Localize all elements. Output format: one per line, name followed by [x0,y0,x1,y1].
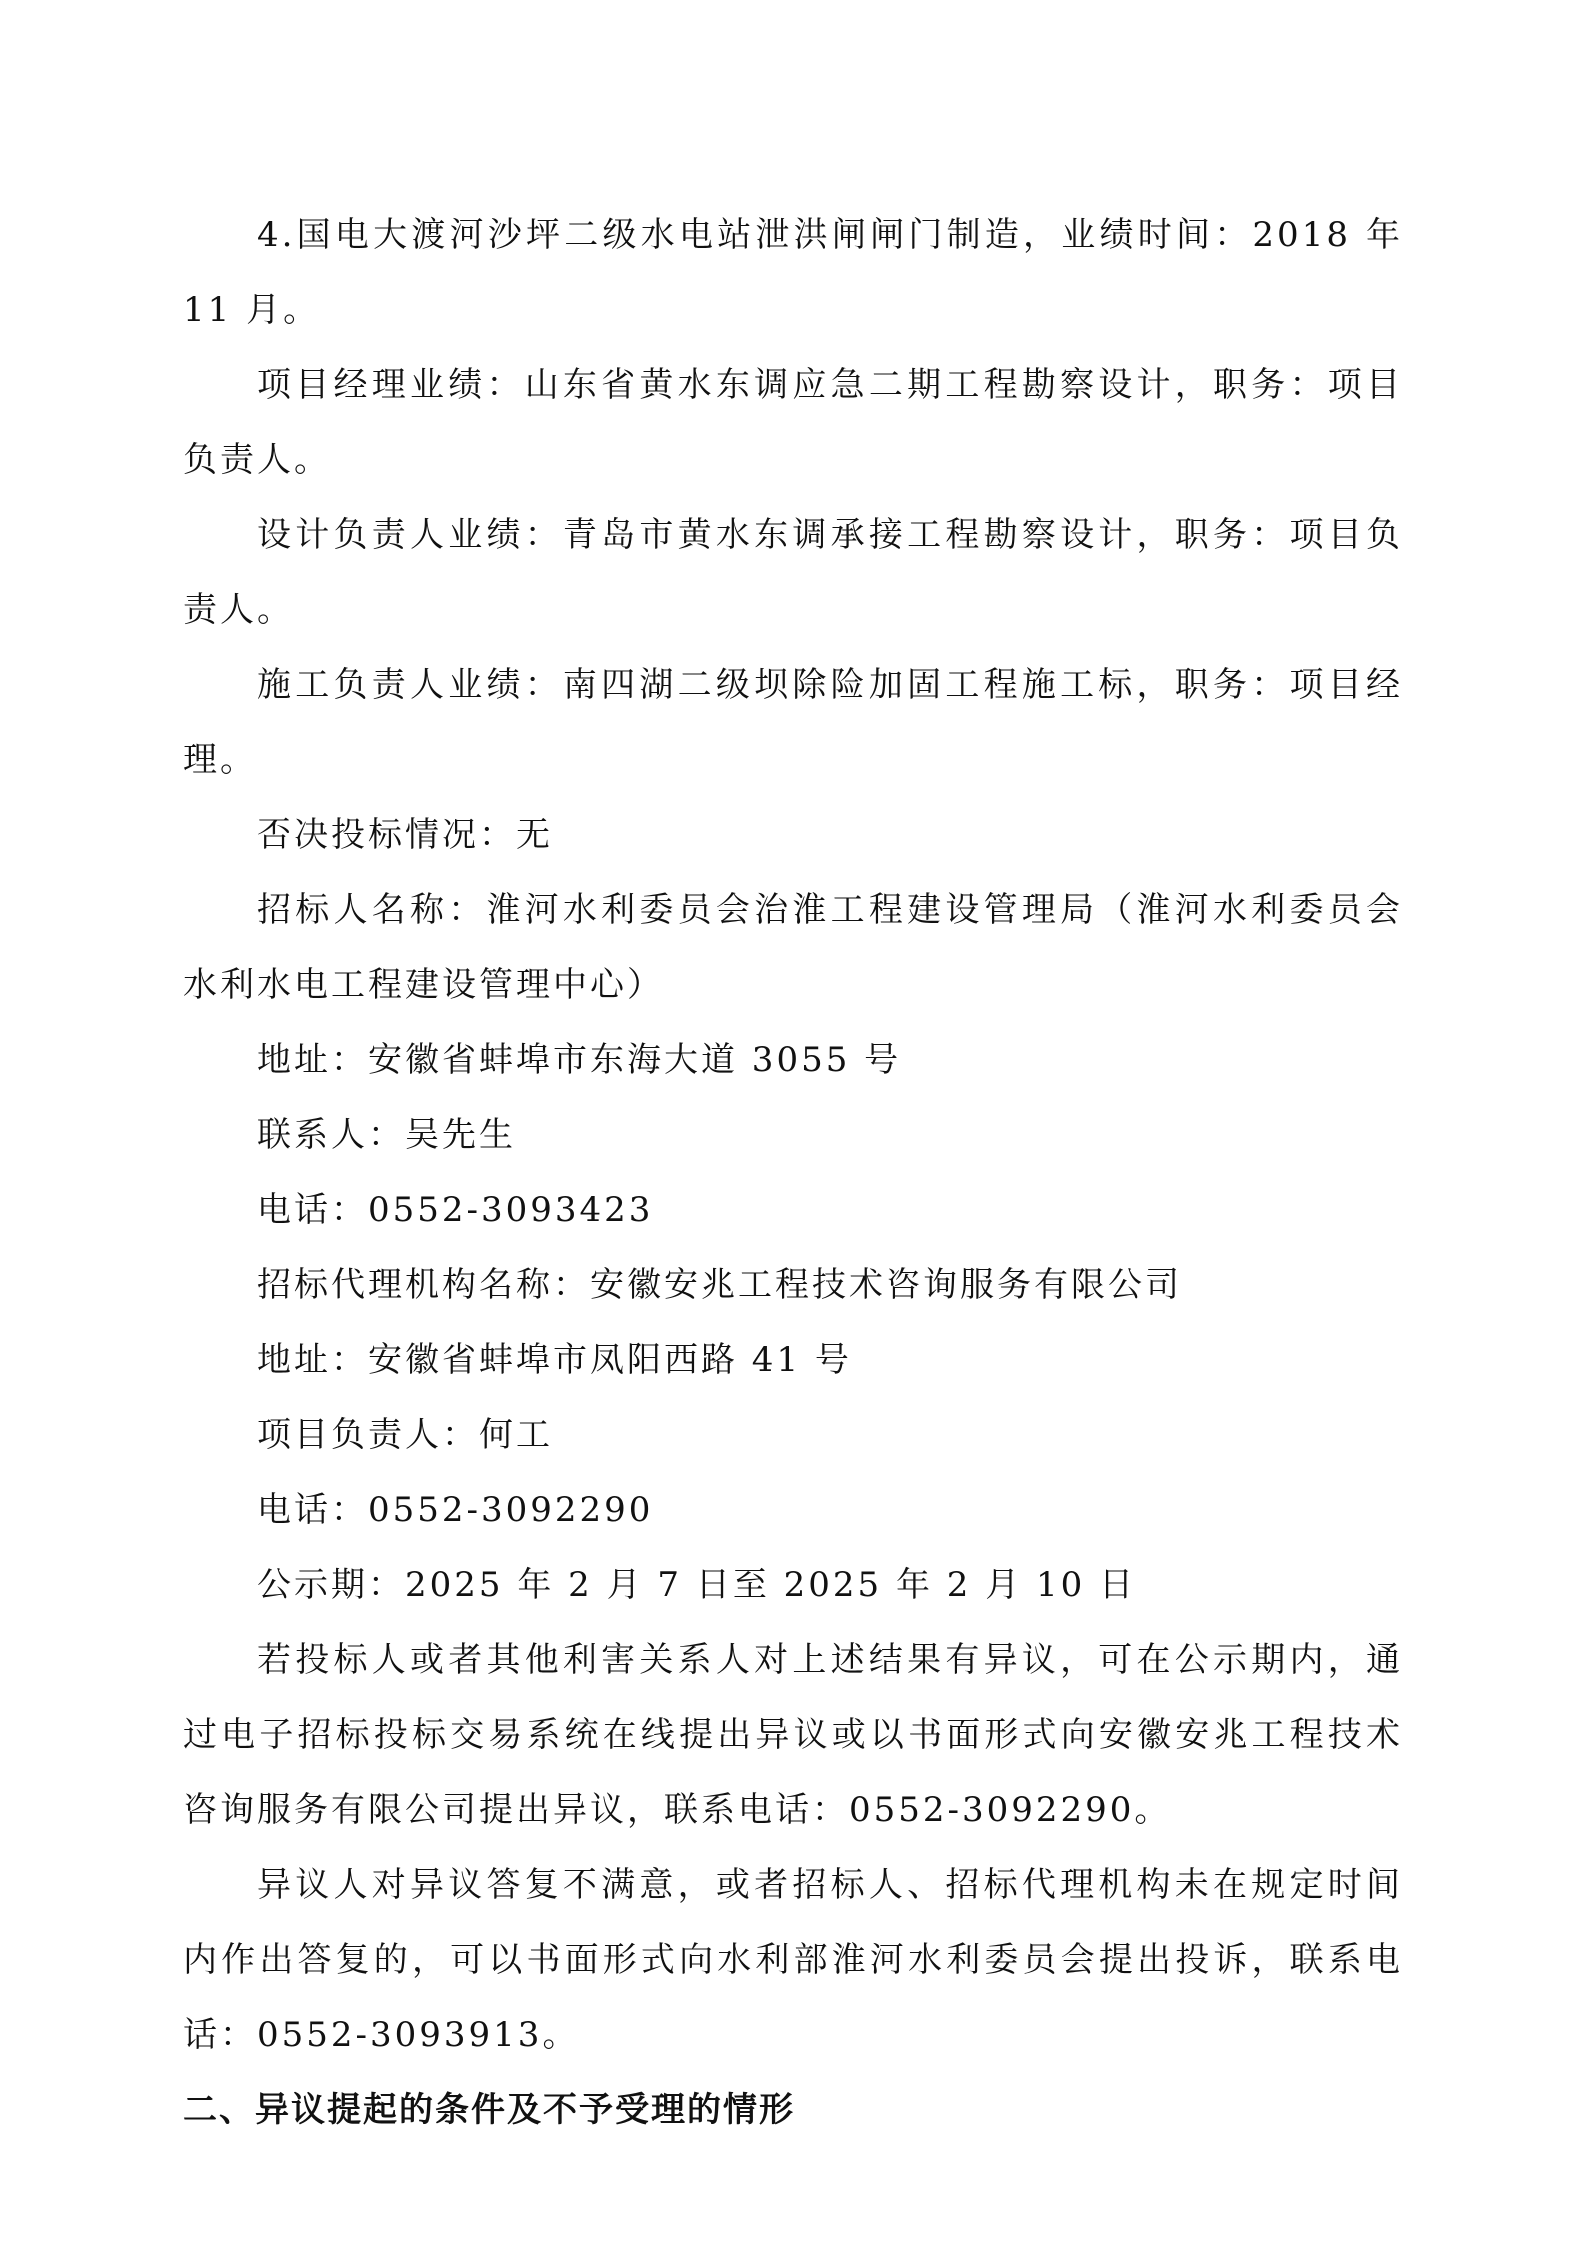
objection-notice: 若投标人或者其他利害关系人对上述结果有异议，可在公示期内，通过电子招标投标交易系统在线提出异议或以书面形式向安徽安兆工程技术咨询服务有限公司提出异议，联系电话：0552-3092290。 [183,1640,1403,1830]
construction-lead-performance: 施工负责人业绩：南四湖二级坝除险加固工程施工标，职务：项目经理。 [183,665,1403,780]
tenderer-contact: 联系人：吴先生 [257,1115,516,1155]
section-heading: 二、异议提起的条件及不予受理的情形 [183,2090,795,2130]
complaint-notice: 异议人对异议答复不满意，或者招标人、招标代理机构未在规定时间内作出答复的，可以书面形式向水利部淮河水利委员会提出投诉，联系电话：0552-3093913。 [183,1865,1403,2055]
agency-name: 招标代理机构名称：安徽安兆工程技术咨询服务有限公司 [257,1265,1182,1305]
performance-item-4: 4.国电大渡河沙坪二级水电站泄洪闸闸门制造，业绩时间：2018 年 11 月。 [183,215,1403,330]
agency-project-lead: 项目负责人：何工 [257,1415,553,1455]
tenderer-phone: 电话：0552-3093423 [257,1190,654,1230]
agency-address: 地址：安徽省蚌埠市凤阳西路 41 号 [257,1340,852,1380]
project-manager-performance: 项目经理业绩：山东省黄水东调应急二期工程勘察设计，职务：项目负责人。 [183,365,1403,480]
publicity-period: 公示期：2025 年 2 月 7 日至 2025 年 2 月 10 日 [257,1565,1137,1605]
rejected-bids: 否决投标情况：无 [257,815,553,855]
tenderer-name: 招标人名称：淮河水利委员会治淮工程建设管理局（淮河水利委员会水利水电工程建设管理中心） [183,890,1403,1005]
tenderer-address: 地址：安徽省蚌埠市东海大道 3055 号 [257,1040,902,1080]
design-lead-performance: 设计负责人业绩：青岛市黄水东调承接工程勘察设计，职务：项目负责人。 [183,515,1403,630]
agency-phone: 电话：0552-3092290 [257,1490,654,1530]
document-body [183,198,1403,2148]
